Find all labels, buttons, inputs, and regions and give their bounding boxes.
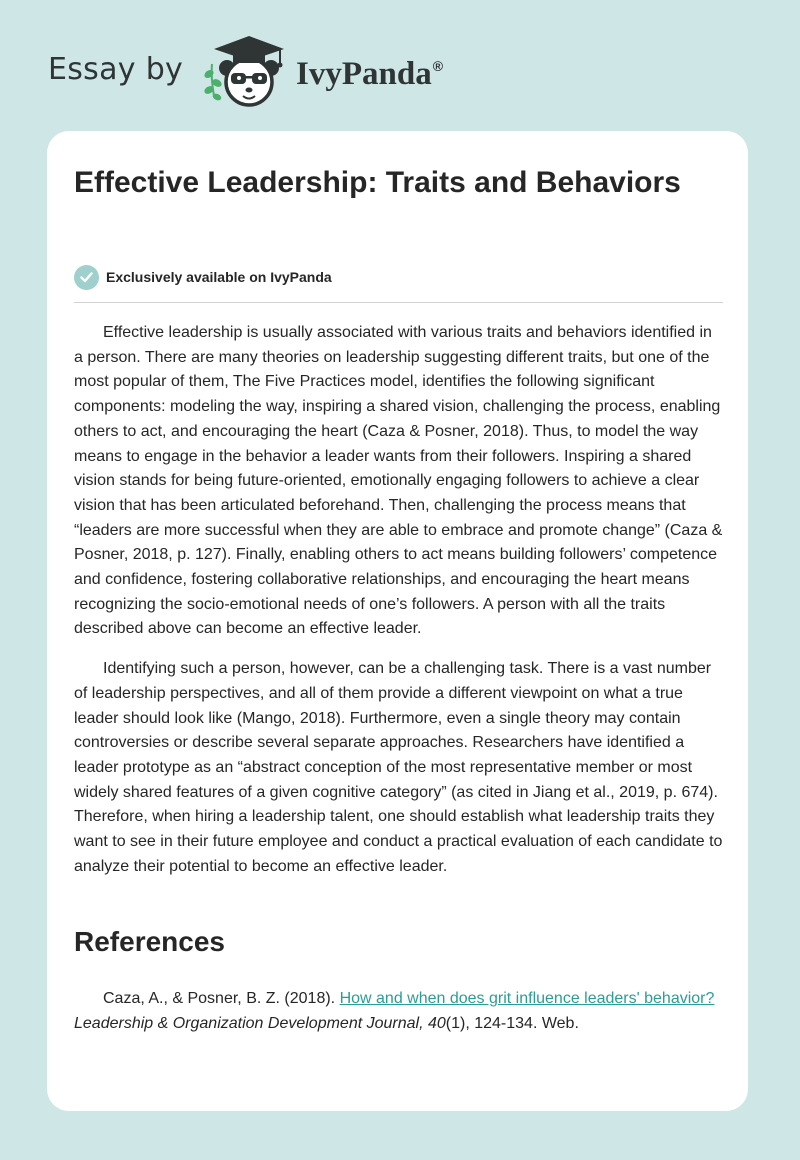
essay-body — [74, 321, 724, 894]
paragraph: Identifying such a person, however, can be a challenging task. There is a vast number of leadership perspectives, and all of them provide a different viewpoint on what a true leader should look like (Mango, 2018). Furthermore, even a single theory may contain controversies or describe several separate approaches. Researchers have identified a leader prototype as an “abstract conception of the most representative member or most widely shared features of a given cognitive category” (as cited in Jiang et al., 2019, p. 674). Therefore, when hiring a leadership talent, one should establish what leadership traits they want to see in their future employee and conduct a practical evaluation of each candidate to analyze their potential to become an effective leader. — [74, 660, 723, 875]
reference-link[interactable]: How and when does grit influence leaders' behavior? — [339, 990, 715, 1007]
references-heading: References — [74, 926, 225, 957]
reference-authors: Caza, A., & Posner, B. Z. (2018). — [103, 990, 340, 1007]
divider — [74, 302, 723, 303]
references-list — [74, 987, 724, 1036]
reference-item — [74, 987, 724, 1036]
brand-header — [48, 34, 508, 108]
registered-mark: ® — [432, 58, 444, 74]
brand-name[interactable]: IvyPanda® — [296, 56, 444, 92]
exclusive-label: Exclusively available on IvyPanda — [106, 269, 332, 285]
reference-journal: Leadership & Organization Development Journal, 40 — [74, 1014, 446, 1032]
brand-prefix: Essay by — [48, 52, 184, 87]
panda-logo-icon[interactable] — [200, 34, 296, 108]
reference-issue: (1), 124-134. Web. — [445, 1014, 579, 1032]
paragraph: Effective leadership is usually associated with various traits and behaviors identified in a person. There are many theories on leadership suggesting different traits, but one of the most popular of them, The Five Practices model, identifies the following significant components: modeling the way, inspiring a shared vision, challenging the process, enabling others to act, and encouraging the heart (Caza & Posner, 2018). Thus, to model the way means to engage in the behavior a leader wants from their followers. Inspiring a shared vision stands for being future-oriented, emotionally engaging followers to achieve a clear vision that has been articulated beforehand. Then, challenging the process means that “leaders are more successful when they are able to embrace and promote change” (Caza & Posner, 2018, p. 127). Finally, enabling others to act means building followers’ competence and confidence, fostering collaborative relationships, and encouraging the heart means recognizing the socio-emotional needs of one’s followers. A person with all the traits described above can become an effective leader. — [74, 324, 723, 638]
essay-title: Effective Leadership: Traits and Behaviors — [74, 166, 681, 199]
essay-card — [47, 131, 748, 1111]
check-icon — [74, 265, 99, 290]
exclusive-badge — [74, 264, 332, 290]
